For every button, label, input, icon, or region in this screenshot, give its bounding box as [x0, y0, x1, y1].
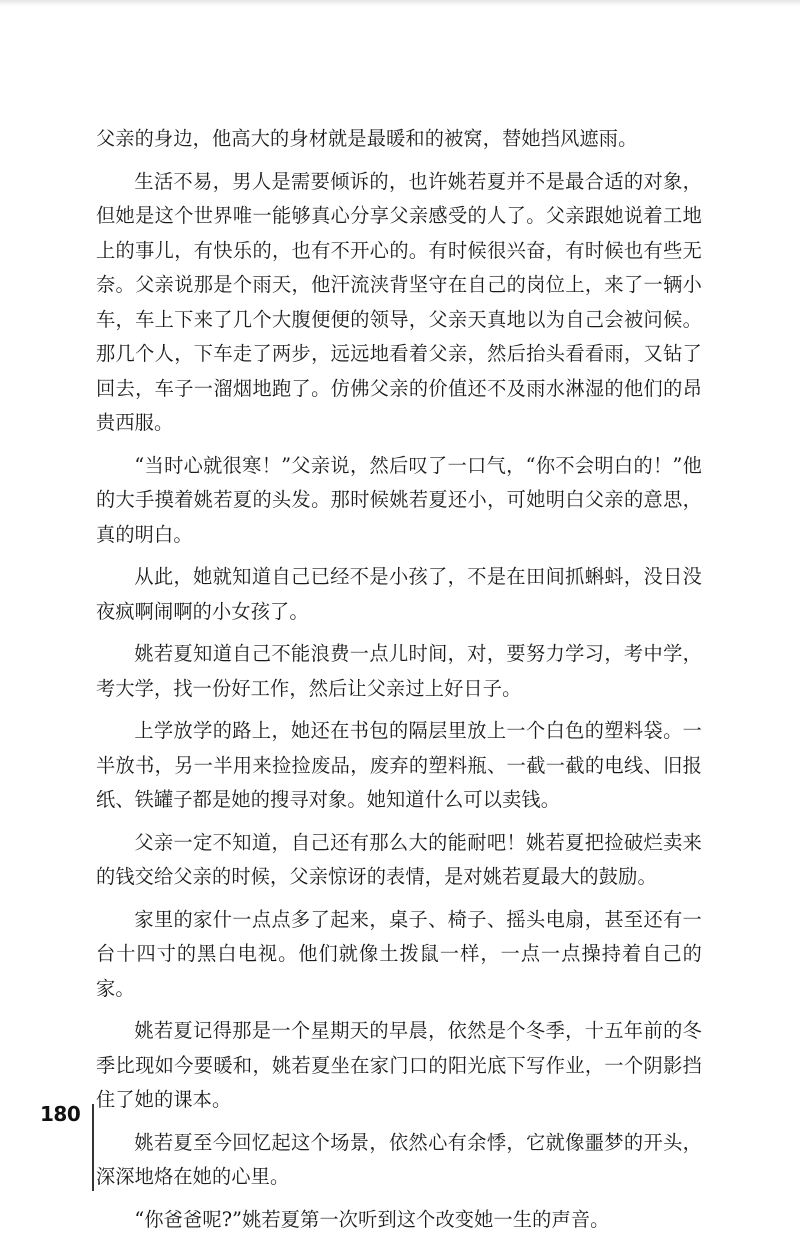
paragraph-5: 姚若夏知道自己不能浪费一点儿时间，对，要努力学习，考中学，考大学，找一份好工作，然后让父亲过上好日子。: [96, 642, 702, 700]
paragraph-11: “你爸爸呢?”姚若夏第一次听到这个改变她一生的声音。: [134, 1207, 610, 1231]
paragraph-9: 姚若夏记得那是一个星期天的早晨，依然是个冬季，十五年前的冬季比现如今要暖和，姚若夏坐在家门口的阳光底下写作业，一个阴影挡住了她的课本。: [96, 1019, 702, 1111]
paragraph-1: 父亲的身边，他高大的身材就是最暖和的被窝，替她挡风遮雨。: [96, 127, 638, 150]
page-top-edge: [0, 0, 800, 6]
paragraph-6: 上学放学的路上，她还在书包的隔层里放上一个白色的塑料袋。一半放书，另一半用来捡捡废品，废弃的塑料瓶、一截一截的电线、旧报纸、铁罐子都是她的搜寻对象。她知道什么可以卖钱。: [96, 719, 702, 811]
paragraph-10: 姚若夏至今回忆起这个场景，依然心有余悸，它就像噩梦的开头，深深地烙在她的心里。: [96, 1130, 702, 1188]
body-text: [96, 122, 702, 1245]
paragraph-4: 从此，她就知道自己已经不是小孩了，不是在田间抓蝌蚪，没日没夜疯啊闹啊的小女孩了。: [96, 565, 702, 623]
paragraph-2: 生活不易，男人是需要倾诉的，也许姚若夏并不是最合适的对象，但她是这个世界唯一能够真心分享父亲感受的人了。父亲跟她说着工地上的事儿，有快乐的，也有不开心的。有时候很兴奋，有时候也有些无奈。父亲说那是个雨天，他汗流浃背坚守在自己的岗位上，来了一辆小车，车上下来了几个大腹便便的领导，父亲天真地以为自己会被问候。那几个人，下车走了两步，远远地看着父亲，然后抬头看看雨，又钻了回去，车子一溜烟地跑了。仿佛父亲的价值还不及雨水淋湿的他们的昂贵西服。: [96, 169, 702, 434]
page-number-rule: [92, 1104, 94, 1191]
paragraph-8: 家里的家什一点点多了起来，桌子、椅子、摇头电扇，甚至还有一台十四寸的黑白电视。他们就像土拨鼠一样，一点一点操持着自己的家。: [96, 907, 702, 1000]
paragraph-3: “当时心就很寒！”父亲说，然后叹了一口气，“你不会明白的！”他的大手摸着姚若夏的头发。那时候姚若夏还小，可她明白父亲的意思，真的明白。: [96, 453, 702, 546]
page-number: 180: [40, 1102, 81, 1126]
paragraph-7: 父亲一定不知道，自己还有那么大的能耐吧！姚若夏把捡破烂卖来的钱交给父亲的时候，父亲惊讶的表情，是对姚若夏最大的鼓励。: [96, 830, 702, 888]
